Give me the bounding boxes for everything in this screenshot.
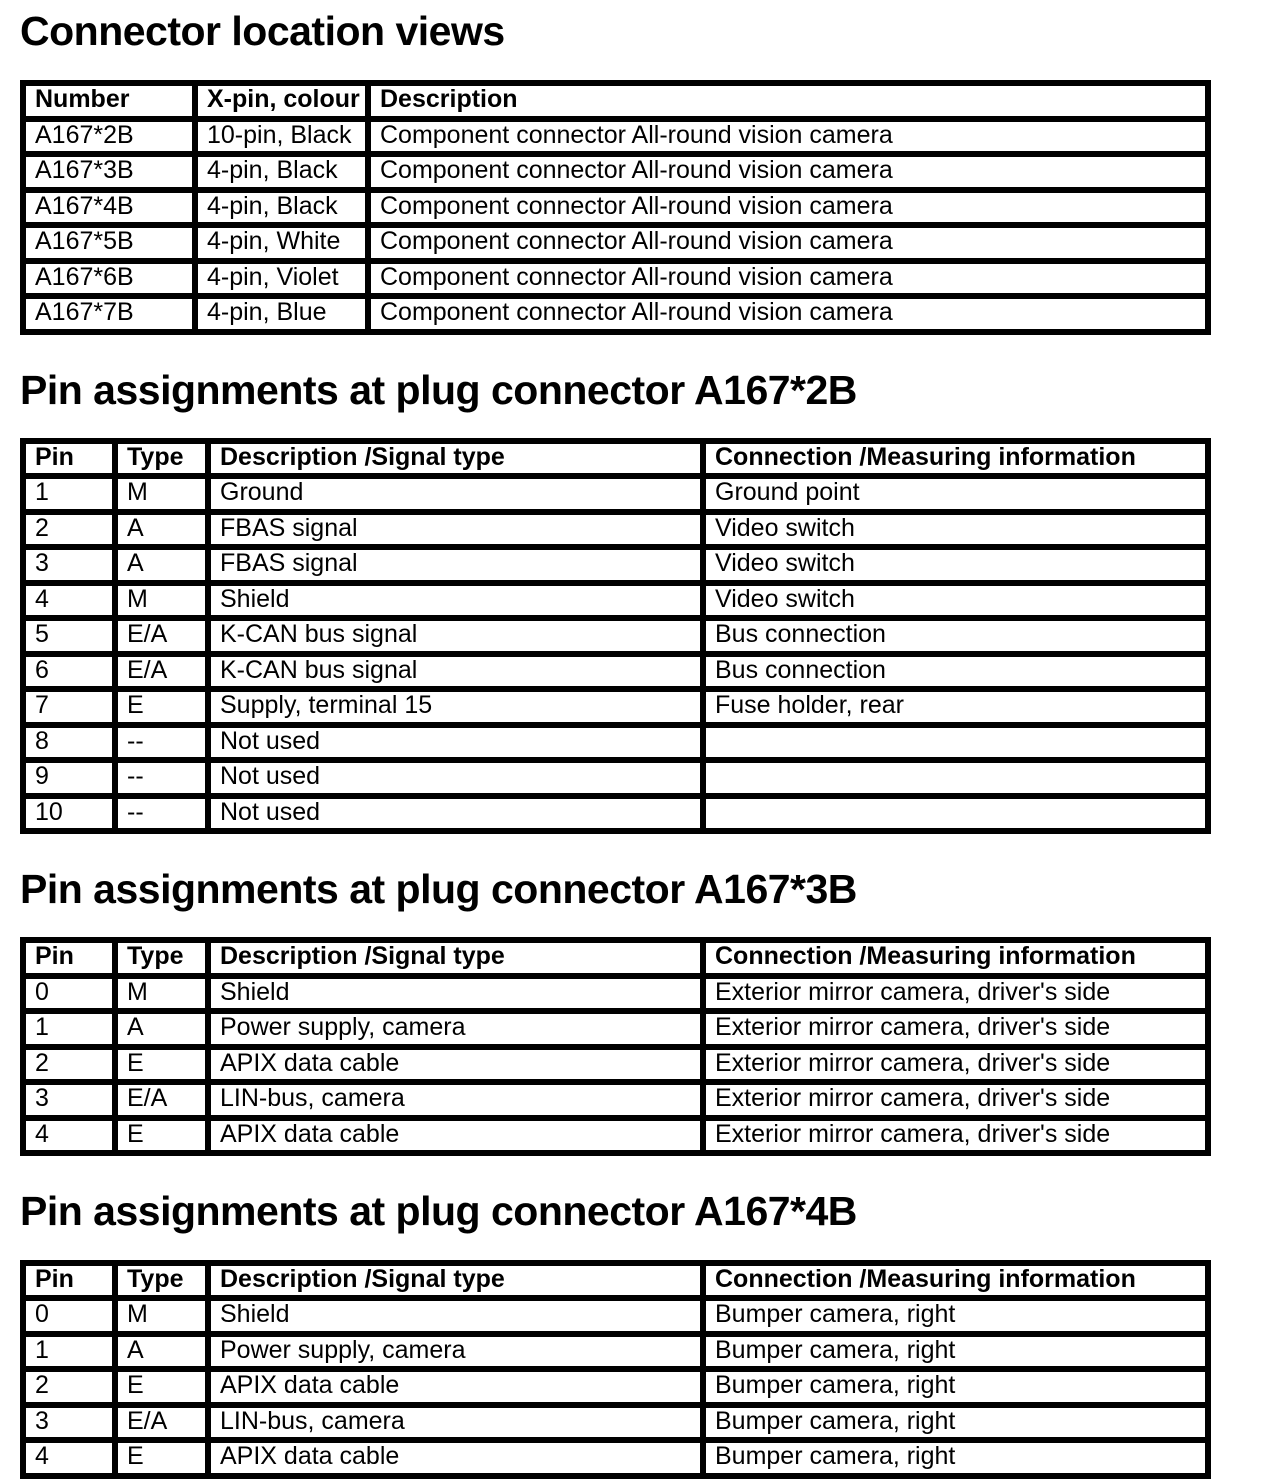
table-cell: A bbox=[115, 547, 208, 583]
table-row bbox=[23, 760, 1208, 796]
table-cell: 4-pin, White bbox=[195, 225, 368, 261]
table-row bbox=[23, 547, 1208, 583]
table-cell: FBAS signal bbox=[208, 512, 703, 548]
header-row bbox=[23, 83, 1208, 119]
table-row bbox=[23, 261, 1208, 297]
table-cell: 4 bbox=[23, 583, 115, 619]
table-cell: Component connector All-round vision camera bbox=[368, 225, 1208, 261]
table-cell: Exterior mirror camera, driver's side bbox=[703, 976, 1208, 1012]
table-cell: 4 bbox=[23, 1118, 115, 1154]
table-cell: Bumper camera, right bbox=[703, 1334, 1208, 1370]
heading-pin-assignments-a167-2b: Pin assignments at plug connector A167*2B bbox=[20, 366, 857, 413]
table-cell: A167*2B bbox=[23, 119, 195, 155]
header-row bbox=[23, 1263, 1208, 1299]
table-cell: 1 bbox=[23, 476, 115, 512]
column-header: Connection /Measuring information bbox=[703, 1263, 1208, 1299]
table-cell: E/A bbox=[115, 654, 208, 690]
heading-pin-assignments-a167-4b: Pin assignments at plug connector A167*4B bbox=[20, 1188, 857, 1235]
table-cell: M bbox=[115, 976, 208, 1012]
table-row bbox=[23, 1047, 1208, 1083]
table-cell: M bbox=[115, 583, 208, 619]
table-cell: 1 bbox=[23, 1011, 115, 1047]
table-cell: Bus connection bbox=[703, 618, 1208, 654]
table-cell: A167*6B bbox=[23, 261, 195, 297]
table-cell: 2 bbox=[23, 1369, 115, 1405]
table-row bbox=[23, 689, 1208, 725]
table-cell: LIN-bus, camera bbox=[208, 1405, 703, 1441]
section-pin-assignments-a167-4b bbox=[20, 1188, 1211, 1478]
table-cell: Exterior mirror camera, driver's side bbox=[703, 1011, 1208, 1047]
table-cell: 4-pin, Black bbox=[195, 190, 368, 226]
connector-location-table bbox=[20, 80, 1211, 335]
table-row bbox=[23, 1405, 1208, 1441]
table-cell bbox=[703, 725, 1208, 761]
table-cell: K-CAN bus signal bbox=[208, 618, 703, 654]
table-cell: M bbox=[115, 476, 208, 512]
table-row bbox=[23, 296, 1208, 332]
table-row bbox=[23, 976, 1208, 1012]
column-header: Connection /Measuring information bbox=[703, 940, 1208, 976]
table-cell: APIX data cable bbox=[208, 1047, 703, 1083]
table-cell: Component connector All-round vision camera bbox=[368, 119, 1208, 155]
table-cell: E bbox=[115, 689, 208, 725]
table-row bbox=[23, 618, 1208, 654]
header-row bbox=[23, 940, 1208, 976]
column-header: Type bbox=[115, 1263, 208, 1299]
table-row bbox=[23, 190, 1208, 226]
column-header: X-pin, colour bbox=[195, 83, 368, 119]
heading-connector-location-views: Connector location views bbox=[20, 8, 505, 54]
table-cell: Bus connection bbox=[703, 654, 1208, 690]
table-cell: Supply, terminal 15 bbox=[208, 689, 703, 725]
table-row bbox=[23, 1011, 1208, 1047]
table-row bbox=[23, 725, 1208, 761]
table-cell: E bbox=[115, 1440, 208, 1476]
table-cell bbox=[703, 760, 1208, 796]
table-cell: Not used bbox=[208, 796, 703, 832]
table-cell: 10-pin, Black bbox=[195, 119, 368, 155]
table-cell: E/A bbox=[115, 1082, 208, 1118]
table-cell: Exterior mirror camera, driver's side bbox=[703, 1118, 1208, 1154]
table-cell: A167*4B bbox=[23, 190, 195, 226]
table-cell: -- bbox=[115, 760, 208, 796]
table-cell: APIX data cable bbox=[208, 1118, 703, 1154]
table-row bbox=[23, 476, 1208, 512]
column-header: Pin bbox=[23, 1263, 115, 1299]
table-cell: Video switch bbox=[703, 583, 1208, 619]
column-header: Description /Signal type bbox=[208, 441, 703, 477]
table-row bbox=[23, 1082, 1208, 1118]
table-cell: E/A bbox=[115, 1405, 208, 1441]
table-cell: Video switch bbox=[703, 512, 1208, 548]
table-cell: Exterior mirror camera, driver's side bbox=[703, 1047, 1208, 1083]
table-cell: Component connector All-round vision camera bbox=[368, 154, 1208, 190]
table-cell: -- bbox=[115, 796, 208, 832]
table-cell: Component connector All-round vision camera bbox=[368, 190, 1208, 226]
table-cell: 8 bbox=[23, 725, 115, 761]
table-row bbox=[23, 1118, 1208, 1154]
table-row bbox=[23, 1440, 1208, 1476]
table-cell: 4-pin, Black bbox=[195, 154, 368, 190]
column-header: Connection /Measuring information bbox=[703, 441, 1208, 477]
section-pin-assignments-a167-3b bbox=[20, 866, 1211, 1156]
table-cell: A bbox=[115, 1011, 208, 1047]
table-cell: A bbox=[115, 1334, 208, 1370]
table-cell: Bumper camera, right bbox=[703, 1440, 1208, 1476]
table-cell: E/A bbox=[115, 618, 208, 654]
document-page bbox=[0, 8, 1211, 1479]
table-row bbox=[23, 512, 1208, 548]
table-cell: Component connector All-round vision camera bbox=[368, 261, 1208, 297]
table-cell: Component connector All-round vision camera bbox=[368, 296, 1208, 332]
table-cell: Fuse holder, rear bbox=[703, 689, 1208, 725]
table-cell: E bbox=[115, 1118, 208, 1154]
table-cell: 3 bbox=[23, 1405, 115, 1441]
table-cell: Shield bbox=[208, 1298, 703, 1334]
pin-assignment-table-a167-3b bbox=[20, 937, 1211, 1156]
column-header: Description bbox=[368, 83, 1208, 119]
column-header: Description /Signal type bbox=[208, 1263, 703, 1299]
column-header: Type bbox=[115, 940, 208, 976]
table-cell: 5 bbox=[23, 618, 115, 654]
table-row bbox=[23, 225, 1208, 261]
table-row bbox=[23, 583, 1208, 619]
pin-assignment-table-a167-2b bbox=[20, 438, 1211, 835]
table-cell: 4 bbox=[23, 1440, 115, 1476]
table-cell: Ground point bbox=[703, 476, 1208, 512]
header-row bbox=[23, 441, 1208, 477]
table-cell: 4-pin, Blue bbox=[195, 296, 368, 332]
table-cell: 2 bbox=[23, 512, 115, 548]
table-cell: Bumper camera, right bbox=[703, 1405, 1208, 1441]
table-cell: Power supply, camera bbox=[208, 1334, 703, 1370]
heading-pin-assignments-a167-3b: Pin assignments at plug connector A167*3B bbox=[20, 866, 857, 913]
table-cell: 4-pin, Violet bbox=[195, 261, 368, 297]
table-cell: FBAS signal bbox=[208, 547, 703, 583]
section-connector-location-views bbox=[20, 8, 1211, 335]
table-cell: APIX data cable bbox=[208, 1440, 703, 1476]
table-cell: E bbox=[115, 1047, 208, 1083]
table-row bbox=[23, 1298, 1208, 1334]
table-cell: Video switch bbox=[703, 547, 1208, 583]
table-cell: Bumper camera, right bbox=[703, 1369, 1208, 1405]
table-cell: 1 bbox=[23, 1334, 115, 1370]
table-cell: A167*7B bbox=[23, 296, 195, 332]
table-cell: 7 bbox=[23, 689, 115, 725]
table-cell: 10 bbox=[23, 796, 115, 832]
table-cell: Not used bbox=[208, 725, 703, 761]
table-cell: 0 bbox=[23, 976, 115, 1012]
column-header: Description /Signal type bbox=[208, 940, 703, 976]
table-row bbox=[23, 654, 1208, 690]
table-cell: 3 bbox=[23, 1082, 115, 1118]
table-cell: APIX data cable bbox=[208, 1369, 703, 1405]
table-cell: Ground bbox=[208, 476, 703, 512]
table-cell: E bbox=[115, 1369, 208, 1405]
section-pin-assignments-a167-2b bbox=[20, 367, 1211, 835]
column-header: Pin bbox=[23, 940, 115, 976]
table-row bbox=[23, 1334, 1208, 1370]
table-cell: 3 bbox=[23, 547, 115, 583]
table-cell: 6 bbox=[23, 654, 115, 690]
table-cell: Not used bbox=[208, 760, 703, 796]
table-row bbox=[23, 119, 1208, 155]
column-header: Number bbox=[23, 83, 195, 119]
table-cell: Shield bbox=[208, 583, 703, 619]
table-cell: 9 bbox=[23, 760, 115, 796]
table-cell: LIN-bus, camera bbox=[208, 1082, 703, 1118]
table-cell: K-CAN bus signal bbox=[208, 654, 703, 690]
table-row bbox=[23, 154, 1208, 190]
table-cell: M bbox=[115, 1298, 208, 1334]
column-header: Type bbox=[115, 441, 208, 477]
table-row bbox=[23, 796, 1208, 832]
table-cell: Shield bbox=[208, 976, 703, 1012]
table-cell: A167*3B bbox=[23, 154, 195, 190]
table-row bbox=[23, 1369, 1208, 1405]
table-cell: Exterior mirror camera, driver's side bbox=[703, 1082, 1208, 1118]
column-header: Pin bbox=[23, 441, 115, 477]
table-cell bbox=[703, 796, 1208, 832]
table-cell: -- bbox=[115, 725, 208, 761]
pin-assignment-table-a167-4b bbox=[20, 1260, 1211, 1479]
table-cell: A bbox=[115, 512, 208, 548]
table-cell: 2 bbox=[23, 1047, 115, 1083]
table-cell: A167*5B bbox=[23, 225, 195, 261]
table-cell: 0 bbox=[23, 1298, 115, 1334]
table-cell: Power supply, camera bbox=[208, 1011, 703, 1047]
table-cell: Bumper camera, right bbox=[703, 1298, 1208, 1334]
